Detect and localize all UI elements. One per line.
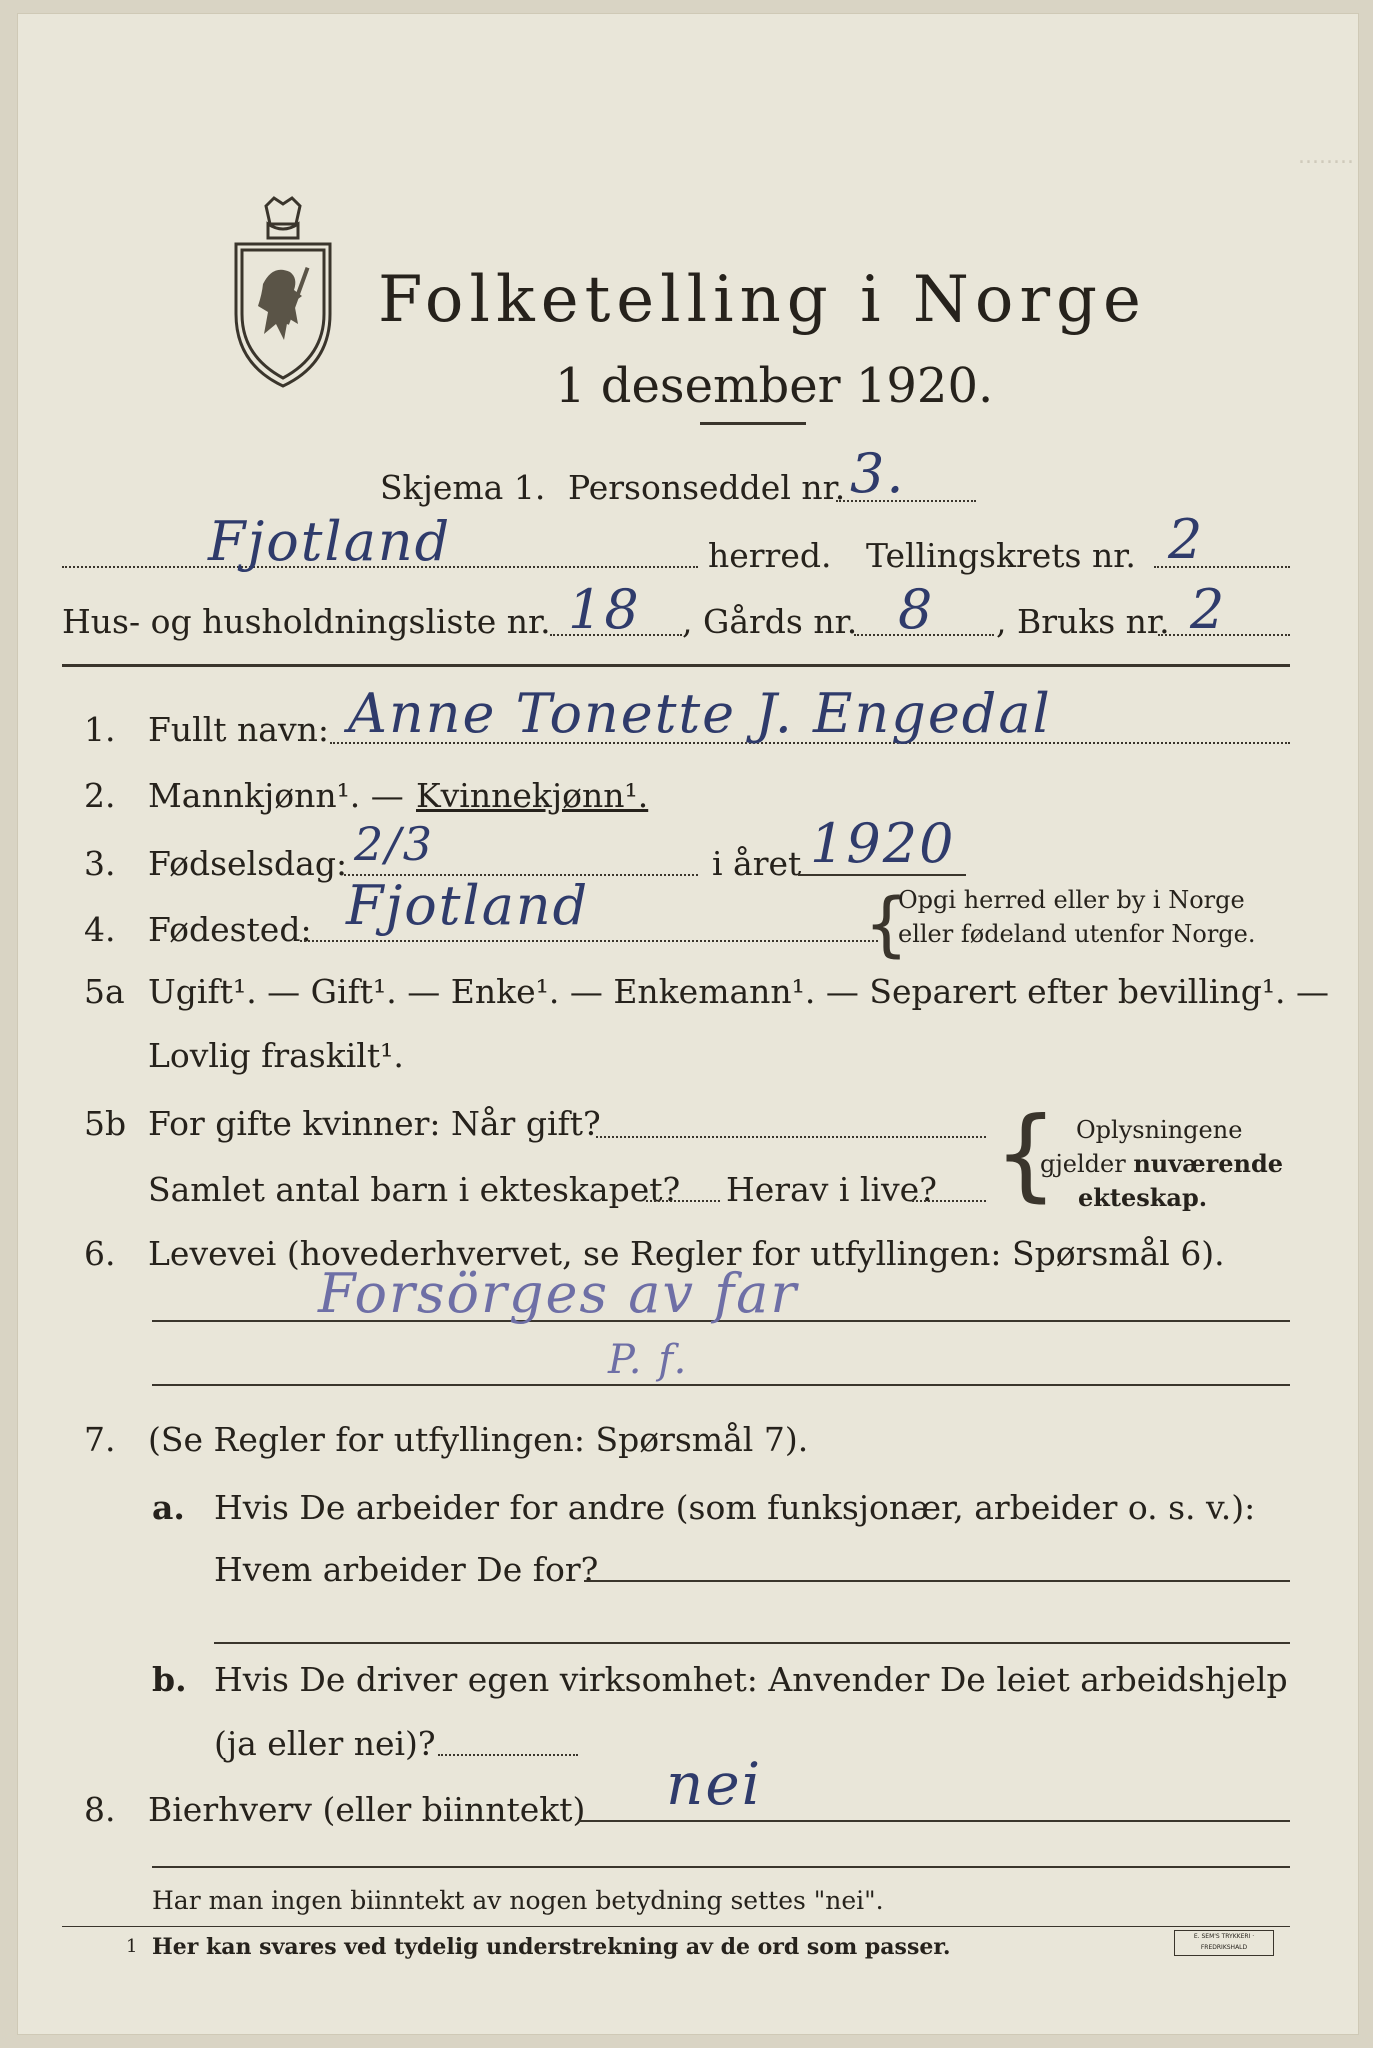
title-divider xyxy=(700,422,806,425)
q8-label: Bierhverv (eller biinntekt) xyxy=(148,1790,586,1829)
ja-eller-nei-label: (ja eller nei)? xyxy=(214,1724,436,1763)
bierhverv-field-line xyxy=(578,1820,1290,1822)
bleed-through-text: ........ xyxy=(1298,144,1354,169)
hvem-arbeider-label: Hvem arbeider De for? xyxy=(214,1550,599,1589)
fullt-navn-value[interactable]: Anne Tonette J. Engedal xyxy=(348,682,1052,745)
husholdningsliste-label: Hus- og husholdningsliste nr. xyxy=(62,602,551,641)
footnote-divider xyxy=(62,1926,1290,1927)
q5b-note-nuvaerende: nuværende xyxy=(1133,1149,1284,1178)
form-title: Folketelling i Norge xyxy=(378,263,1147,337)
census-form-sheet xyxy=(18,14,1358,2034)
printer-stamp: E. SEM'S TRYKKERI · FREDRIKSHALD xyxy=(1174,1930,1274,1956)
herred-value[interactable]: Fjotland xyxy=(208,510,452,573)
nar-gift-field-line xyxy=(596,1136,986,1138)
husholdningsliste-value[interactable]: 18 xyxy=(568,578,641,641)
q5b-note-line2 xyxy=(1040,1148,1283,1180)
fodested-value[interactable]: Fjotland xyxy=(346,874,590,937)
personseddel-label: Personseddel nr. xyxy=(568,468,846,507)
q1-label: Fullt navn: xyxy=(148,710,329,749)
census-date: 1 desember 1920. xyxy=(555,358,994,414)
antal-barn-field-line xyxy=(646,1200,720,1202)
q6-label: Levevei (hovederhvervet, se Regler for utfyllingen: Spørsmål 6). xyxy=(148,1234,1225,1273)
skjema-label: Skjema 1. xyxy=(380,468,546,507)
q7b-letter: b. xyxy=(152,1660,187,1699)
q4-label: Fødested: xyxy=(148,910,312,949)
norway-coat-of-arms-logo xyxy=(218,194,348,394)
bierhverv-value[interactable]: nei xyxy=(666,1750,763,1818)
hvem-arbeider-field-line-2 xyxy=(214,1642,1290,1644)
lovlig-fraskilt-option[interactable]: Lovlig fraskilt¹. xyxy=(148,1036,404,1075)
q7-label: (Se Regler for utfyllingen: Spørsmål 7). xyxy=(148,1420,809,1459)
q7b-question: Hvis De driver egen virksomhet: Anvender De leiet arbeidshjelp xyxy=(214,1660,1288,1699)
fodselsdag-value[interactable]: 2/3 xyxy=(354,817,435,871)
levevei-pencil-note[interactable]: P. f. xyxy=(608,1337,689,1383)
birth-year-value[interactable]: 1920 xyxy=(810,812,956,875)
footnote-text: Her kan svares ved tydelig understrekning av de ord som passer. xyxy=(152,1934,951,1960)
q5b-note-line1: Oplysningene xyxy=(1076,1116,1243,1144)
bierhverv-field-line-2 xyxy=(152,1866,1290,1868)
tellingskrets-label: Tellingskrets nr. xyxy=(866,536,1136,575)
q3-label: Fødselsdag: xyxy=(148,844,348,883)
q7a-letter: a. xyxy=(152,1488,185,1527)
q7-number: 7. xyxy=(84,1420,116,1459)
footnote-marker: 1 xyxy=(126,1936,138,1957)
year-label: i året xyxy=(712,844,802,883)
q4-note-line2: eller fødeland utenfor Norge. xyxy=(898,920,1256,948)
q8-number: 8. xyxy=(84,1790,116,1829)
q6-number: 6. xyxy=(84,1234,116,1273)
q4-number: 4. xyxy=(84,910,116,949)
antal-barn-label: Samlet antal barn i ekteskapet? xyxy=(148,1170,681,1209)
gards-value[interactable]: 8 xyxy=(898,578,935,641)
q2-number: 2. xyxy=(84,776,116,815)
bruks-label: , Bruks nr. xyxy=(996,602,1170,641)
q4-note-brace: { xyxy=(864,883,909,965)
gards-label: , Gårds nr. xyxy=(682,602,858,641)
herav-i-live-label: Herav i live? xyxy=(726,1170,937,1209)
ja-eller-nei-field-line xyxy=(438,1754,578,1756)
q5b-number: 5b xyxy=(84,1104,127,1143)
q3-number: 3. xyxy=(84,844,116,883)
header-divider xyxy=(62,664,1290,667)
herred-label: herred. xyxy=(708,536,832,575)
levevei-field-line-2 xyxy=(152,1384,1290,1386)
q5b-note-brace: { xyxy=(994,1095,1058,1212)
personseddel-number-value[interactable]: 3. xyxy=(850,442,906,505)
q5b-note-line3: ekteskap. xyxy=(1078,1183,1208,1212)
q7a-question: Hvis De arbeider for andre (som funksjonær, arbeider o. s. v.): xyxy=(214,1488,1256,1527)
tellingskrets-value[interactable]: 2 xyxy=(1168,508,1205,571)
nei-instruction: Har man ingen biinntekt av nogen betydning settes "nei". xyxy=(152,1886,884,1915)
q5b-note-gjelder: gjelder xyxy=(1040,1150,1134,1178)
kvinnekjonn-option-underlined[interactable]: Kvinnekjønn¹. xyxy=(416,776,649,815)
hvem-arbeider-field-line xyxy=(584,1580,1290,1582)
sivilstand-options[interactable]: Ugift¹. — Gift¹. — Enke¹. — Enkemann¹. — Separert efter bevilling¹. — xyxy=(148,972,1330,1011)
fodested-field-line xyxy=(300,940,878,942)
q5a-number: 5a xyxy=(84,972,125,1011)
mannkjonn-option[interactable]: Mannkjønn¹. — xyxy=(148,776,404,815)
herav-i-live-field-line xyxy=(912,1200,986,1202)
q4-note-line1: Opgi herred eller by i Norge xyxy=(898,886,1245,914)
q1-number: 1. xyxy=(84,710,116,749)
levevei-value[interactable]: Forsörges av far xyxy=(318,1262,799,1325)
bruks-value[interactable]: 2 xyxy=(1190,578,1227,641)
nar-gift-label: For gifte kvinner: Når gift? xyxy=(148,1104,601,1143)
